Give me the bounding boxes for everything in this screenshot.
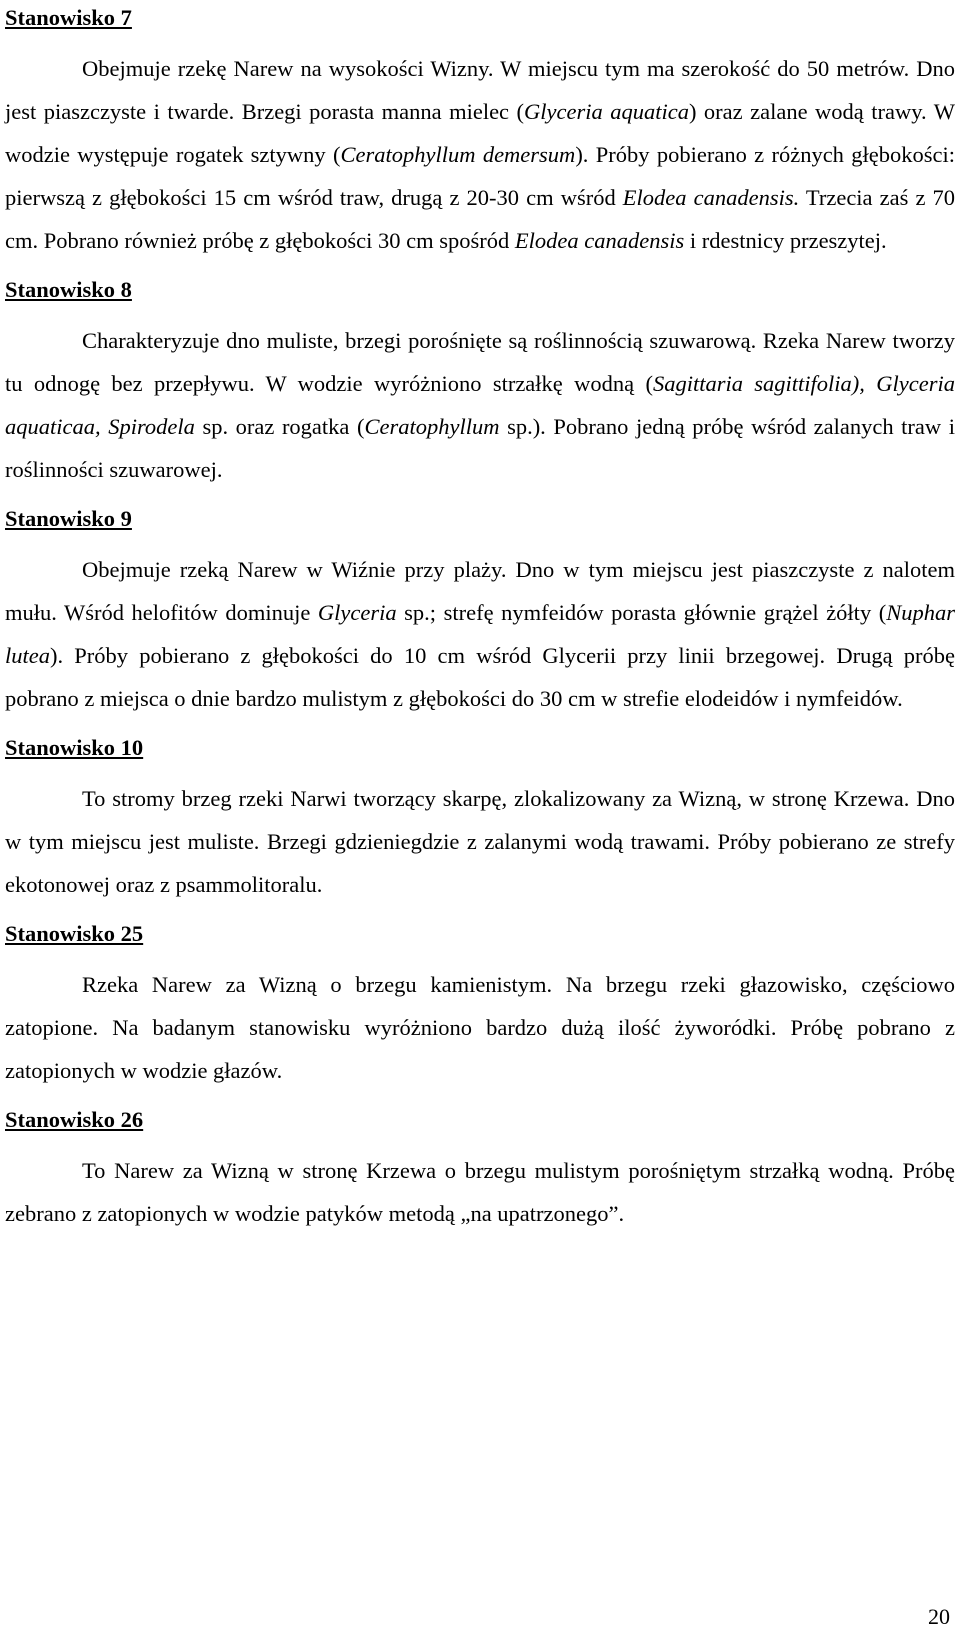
- text-segment: Obejmuje rzeką Narew w Wiźnie przy plaży. Dno w tym miejscu jest piaszczyste z nalotem mułu. Wśród helofitów dominuje: [5, 557, 955, 625]
- text-segment: i rdestnicy przeszytej.: [684, 228, 887, 253]
- section-heading: Stanowisko 8: [5, 277, 132, 302]
- section-paragraph: [5, 963, 955, 1092]
- section-paragraph: [5, 777, 955, 906]
- section-heading: Stanowisko 10: [5, 735, 144, 760]
- text-segment: Obejmuje rzekę Narew na wysokości Wizny. W miejscu tym ma szerokość do 50 metrów. Dno jest piaszczyste i twarde. Brzegi porasta manna mielec (: [5, 56, 955, 124]
- italic-text-segment: Elodea canadensis.: [622, 185, 800, 210]
- text-segment: To stromy brzeg rzeki Narwi tworzący skarpę, zlokalizowany za Wizną, w stronę Krzewa. Dno w tym miejscu jest muliste. Brzegi gdzieniegdzie z zalanymi wodą trawami. Próby pobierano ze strefy ekotonowej oraz z psammolitoralu.: [5, 786, 955, 897]
- text-segment: To Narew za Wizną w stronę Krzewa o brzegu mulistym porośniętym strzałką wodną. Próbę zebrano z zatopionych w wodzie patyków metodą „na upatrzonego”.: [5, 1158, 955, 1226]
- text-segment: sp.). Pobrano jedną próbę wśród zalanych traw i roślinności szuwarowej.: [5, 414, 955, 482]
- italic-text-segment: Glyceria: [317, 600, 397, 625]
- section-heading: Stanowisko 7: [5, 5, 132, 30]
- section-heading: Stanowisko 25: [5, 921, 144, 946]
- section-heading: Stanowisko 9: [5, 506, 132, 531]
- section-paragraph: [5, 548, 955, 720]
- text-segment: sp.; strefę nymfeidów porasta głównie grążel żółty (: [396, 600, 887, 625]
- italic-text-segment: Sagittaria sagittifolia), Glyceria aquaticaa, Spirodela: [5, 371, 955, 439]
- document-page: [5, 0, 955, 1245]
- text-segment: ). Próby pobierano z głębokości do 10 cm wśród Glycerii przy linii brzegowej. Drugą próbę pobrano z miejsca o dnie bardzo mulistym z głębokości do 30 cm w strefie elodeidów i nymfeidów.: [5, 643, 955, 711]
- italic-text-segment: Ceratophyllum: [364, 414, 500, 439]
- italic-text-segment: Elodea canadensis: [514, 228, 685, 253]
- italic-text-segment: Glyceria aquatica: [524, 99, 689, 124]
- text-segment: ) oraz zalane wodą trawy. W wodzie występuje rogatek sztywny (: [5, 99, 955, 167]
- page-number: 20: [928, 1604, 950, 1629]
- section-heading: Stanowisko 26: [5, 1107, 144, 1132]
- text-segment: Charakteryzuje dno muliste, brzegi porośnięte są roślinnością szuwarową. Rzeka Narew tworzy tu odnogę bez przepływu. W wodzie wyróżniono strzałkę wodną (: [5, 328, 955, 396]
- text-segment: sp. oraz rogatka (: [194, 414, 365, 439]
- italic-text-segment: Nuphar lutea: [5, 600, 955, 668]
- section-paragraph: [5, 1149, 955, 1235]
- text-segment: Rzeka Narew za Wizną o brzegu kamienistym. Na brzegu rzeki głazowisko, częściowo zatopione. Na badanym stanowisku wyróżniono bardzo dużą ilość żyworódki. Próbę pobrano z zatopionych w wodzie głazów.: [5, 972, 955, 1083]
- text-segment: ). Próby pobierano z różnych głębokości: pierwszą z głębokości 15 cm wśród traw, drugą z 20-30 cm wśród: [5, 142, 956, 210]
- section-paragraph: [5, 47, 955, 262]
- section-paragraph: [5, 319, 955, 491]
- text-segment: Trzecia zaś z 70 cm. Pobrano również próbę z głębokości 30 cm spośród: [5, 185, 956, 253]
- italic-text-segment: Ceratophyllum demersum: [340, 142, 576, 167]
